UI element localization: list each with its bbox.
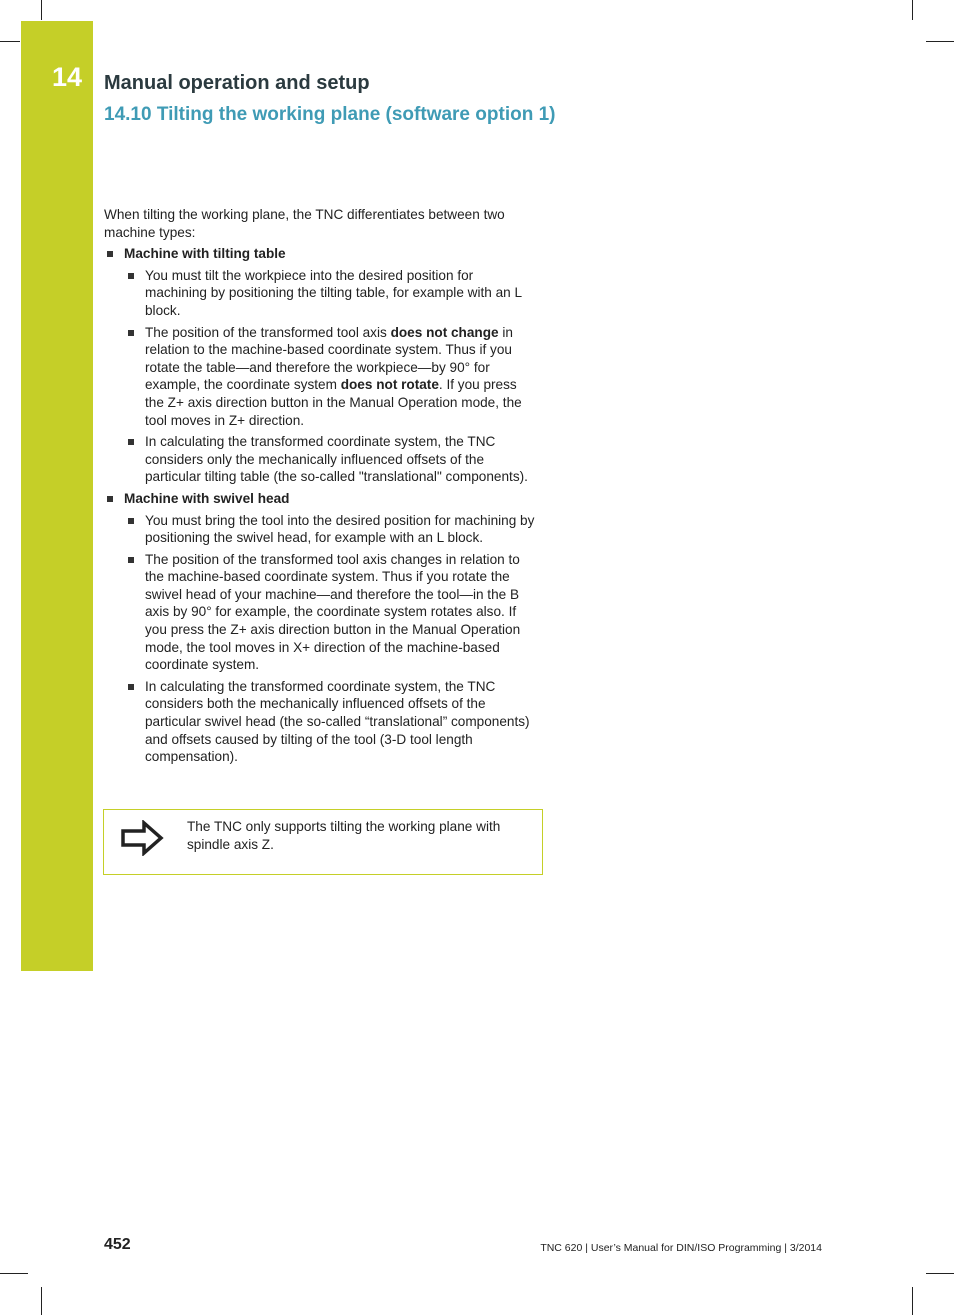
- chapter-number: 14: [52, 62, 83, 92]
- main-content: [104, 206, 536, 770]
- list-item: The position of the transformed tool axis changes in relation to the machine-based coordinate system. Thus if you rotate the swivel head of your machine—and therefore the tool—in the B axis by 90° for example, the coordinate system rotates also. If you press the Z+ axis direction button in the Manual Operation mode, the tool moves in X+ direction of the machine-based coordinate system.: [124, 551, 536, 674]
- chapter-title: Manual operation and setup: [104, 72, 370, 94]
- machine-type-title: Machine with swivel head: [124, 490, 290, 506]
- section-title: 14.10 Tilting the working plane (software option 1): [104, 104, 556, 125]
- chapter-sidebar: [21, 21, 93, 971]
- list-item: You must tilt the workpiece into the desired position for machining by positioning the tilting table, for example with an L block.: [124, 267, 536, 320]
- page-number: 452: [104, 1236, 131, 1253]
- list-item: [104, 245, 536, 486]
- machine-type-title: Machine with tilting table: [124, 246, 286, 262]
- intro-paragraph: When tilting the working plane, the TNC differentiates between two machine types:: [104, 207, 505, 240]
- list-item: The position of the transformed tool axis does not change in relation to the machine-based coordinate system. Thus if you rotate the table—and therefore the workpiece—by 90° for example, the coordinate system does not rotate. If you press the Z+ axis direction button in the Manual Operation mode, the tool moves in Z+ direction.: [124, 324, 536, 430]
- note-text: The TNC only supports tilting the working plane with spindle axis Z.: [187, 819, 501, 852]
- list-item: In calculating the transformed coordinate system, the TNC considers only the mechanically influenced offsets of the particular tilting table (the so-called "translational" components).: [124, 433, 536, 486]
- list-item: In calculating the transformed coordinate system, the TNC considers both the mechanically influenced offsets of the particular swivel head (the so-called “translational” components) and offsets caused by tilting of the tool (3-D tool length compensation).: [124, 678, 536, 766]
- list-item: You must bring the tool into the desired position for machining by positioning the swivel head, for example with an L block.: [124, 512, 536, 547]
- list-item: [104, 490, 536, 766]
- machine-type-list: [104, 245, 536, 766]
- arrow-right-icon: [118, 820, 166, 856]
- footer-text: TNC 620 | User’s Manual for DIN/ISO Programming | 3/2014: [540, 1242, 822, 1254]
- note-box: [103, 809, 543, 875]
